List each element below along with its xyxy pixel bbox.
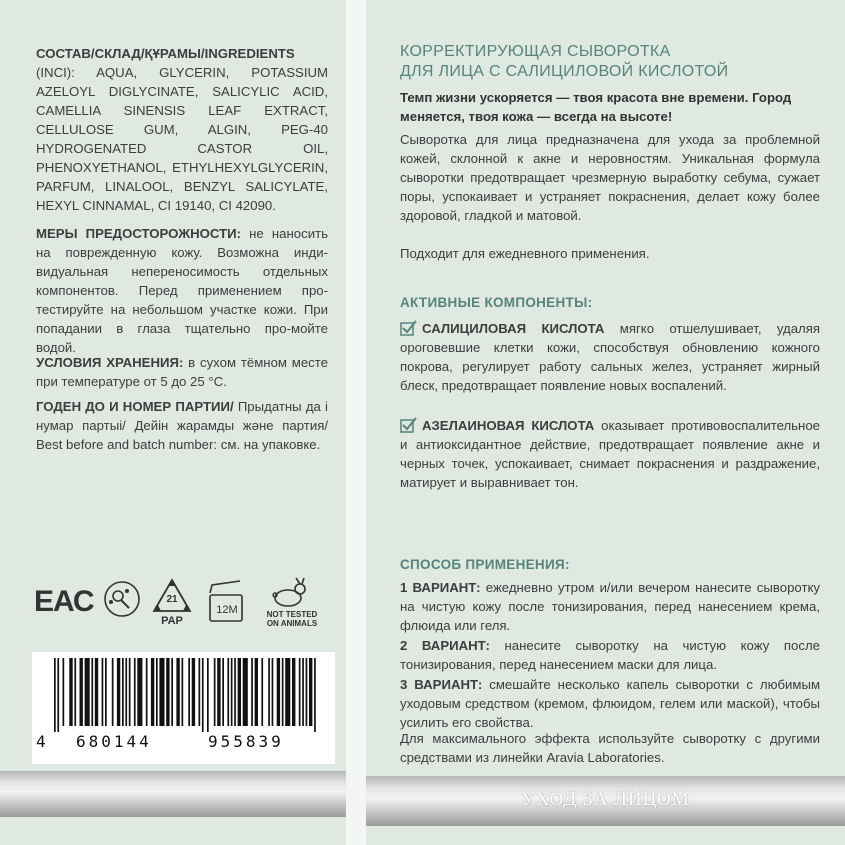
storage-block <box>36 353 328 391</box>
barcode-bar <box>166 658 169 726</box>
variant-3-text: смешайте несколько капель сыворотки с любимым уходовым средством (кремом, флюидом, гелем или маской), чтобы усилить его свойства. <box>400 677 821 730</box>
precautions-title: МЕРЫ ПРЕДОСТОРОЖНОСТИ: <box>36 226 242 241</box>
barcode-bar <box>202 658 204 732</box>
variant-2 <box>400 636 820 674</box>
barcode-bar <box>306 658 308 726</box>
barcode-bar <box>255 658 258 726</box>
barcode-bar <box>227 658 229 726</box>
barcode-bar <box>234 658 236 726</box>
panel-gap <box>346 0 366 845</box>
barcode-bar <box>95 658 98 726</box>
barcode-bar <box>261 658 263 726</box>
barcode-bar <box>63 658 65 726</box>
barcode-bar <box>302 658 304 726</box>
barcode-bar <box>199 658 201 726</box>
variant-2-name: 2 ВАРИАНТ: <box>400 638 490 653</box>
barcode-bar <box>251 658 253 726</box>
checkbox-icon <box>400 320 417 336</box>
barcode-bar <box>159 658 164 726</box>
description: Сыворотка для лица предназначена для ухода за проблемной кожей, склонной к акне и неровностям. Уникальная формула сыворотки предотвращает чрезмерную выработку себума, сужает поры, успокаивает и устраняет покраснения, делает кожу более здоровой, гладкой и матовой. <box>400 132 820 223</box>
barcode-bar <box>105 658 107 726</box>
variant-1-name: 1 ВАРИАНТ: <box>400 580 481 595</box>
barcode-bar <box>282 658 284 726</box>
storage-title: УСЛОВИЯ ХРАНЕНИЯ: <box>36 355 184 370</box>
batch-title: ГОДЕН ДО И НОМЕР ПАРТИИ/ <box>36 399 234 414</box>
active-1 <box>400 319 820 395</box>
barcode-bar <box>117 658 120 726</box>
barcode-bar <box>188 658 190 726</box>
barcode-bar <box>69 658 72 726</box>
slogan: Темп жизни ускоряется — твоя красота вне времени. Город меняется, твоя кожа — всегда на высоте! <box>400 90 792 124</box>
barcode-bar <box>182 658 184 726</box>
storage-text: в сухом тёмном месте при температуре от 5 до 25 °C. <box>36 355 328 389</box>
variant-3-name: 3 ВАРИАНТ: <box>400 677 483 692</box>
ingredients-text: (INCI): AQUA, GLYCERIN, POTASSIUM AZELOYL DIGLYCINATE, SALICYLIC ACID, CAMELLIA SINENSIS LEAF EXTRACT, CELLULOSE GUM, ALGIN, PEG-40 HYDROGENATED CASTOR OIL, PHENOXYETHANOL, ETHYLHEXYLGLYCERIN, PARFUM, LINALOOL, BENZYL SALICYLATE, HEXYL CINNAMAL, CI 19140, CI 42090. <box>36 65 328 213</box>
barcode-bar <box>277 658 280 726</box>
rabbit-icon <box>266 577 312 609</box>
barcode-bar <box>91 658 93 726</box>
barcode-bar <box>122 658 124 726</box>
barcode-bar <box>207 658 209 732</box>
barcode-bar <box>292 658 295 726</box>
barcode-bar <box>146 658 148 726</box>
band-label: УХОД ЗА ЛИЦОМ <box>521 789 690 810</box>
product-title-line1: КОРРЕКТИРУЮЩАЯ СЫВОРОТКА <box>400 43 671 60</box>
variant-1-text: ежедневно утром и/или вечером нанесите сыворотку на чистую кожу после тонизирования, перед нанесением крема, флюида или геля. <box>400 580 820 633</box>
barcode-bar <box>54 658 56 732</box>
right-foot-strip <box>366 826 845 845</box>
recycle-label: PAP <box>161 615 183 627</box>
barcode-bar <box>217 658 220 726</box>
active-1-text: мягко отшелушивает, удаляя ороговевшие клетки кожи, способствуя обновлению кожного покрова, регулирует работу сальных желез, устраняет жирный блеск, предотвращает появление новых воспалений. <box>400 321 821 393</box>
barcode-bar <box>272 658 274 726</box>
final-note: Для максимального эффекта используйте сыворотку с другими средствами из линейки Aravia Laboratories. <box>400 731 820 765</box>
left-foot-strip <box>0 817 346 845</box>
checkbox-icon <box>400 417 417 433</box>
active-2-name: АЗЕЛАИНОВАЯ КИСЛОТА <box>422 418 595 433</box>
barcode-bar <box>243 658 248 726</box>
barcode-bar <box>285 658 290 726</box>
ingredients-block <box>36 44 328 215</box>
barcode-bar <box>57 658 59 732</box>
batch-text: Прыдатны да і нумар партыі/ Дейін жарамды және партия/ Best before and batch number: см. на упаковке. <box>36 399 328 452</box>
left-panel <box>0 0 346 845</box>
barcode-bar <box>176 658 179 726</box>
barcode-bar <box>156 658 158 726</box>
barcode-bar <box>192 658 195 726</box>
barcode-bars <box>32 652 335 732</box>
barcode-digits-2: 680144 <box>76 732 152 751</box>
barcode-bar <box>151 658 154 726</box>
barcode-bar <box>309 658 312 726</box>
variant-3 <box>400 675 820 732</box>
variant-1 <box>400 578 820 635</box>
usage-title: СПОСОБ ПРИМЕНЕНИЯ: <box>400 557 570 572</box>
barcode <box>32 652 335 764</box>
active-2 <box>400 416 820 492</box>
mirror-icon <box>102 579 142 619</box>
barcode-bar <box>129 658 131 726</box>
right-silver-band <box>366 776 845 826</box>
barcode-bar <box>171 658 173 726</box>
barcode-bar <box>238 658 241 726</box>
barcode-bar <box>268 658 270 726</box>
precautions-block <box>36 224 328 357</box>
batch-block <box>36 397 328 454</box>
barcode-digits-3: 955839 <box>208 732 284 751</box>
product-title-line2: ДЛЯ ЛИЦА С САЛИЦИЛОВОЙ КИСЛОТОЙ <box>400 63 729 80</box>
active-components-title: АКТИВНЫЕ КОМПОНЕНТЫ: <box>400 295 593 310</box>
active-1-name: САЛИЦИЛОВАЯ КИСЛОТА <box>422 321 605 336</box>
pao-jar-icon <box>204 579 248 627</box>
barcode-bar <box>102 658 104 726</box>
certification-icons <box>28 577 328 637</box>
barcode-bar <box>112 658 114 726</box>
barcode-bar <box>74 658 76 726</box>
barcode-bar <box>299 658 301 726</box>
barcode-bar <box>214 658 216 726</box>
barcode-bar <box>222 658 224 726</box>
not-tested-label: NOT TESTED ON ANIMALS <box>266 610 318 628</box>
right-panel <box>366 0 845 845</box>
ingredients-title: СОСТАВ/СКЛАД/ҚҰРАМЫ/INGREDIENTS <box>36 46 295 61</box>
barcode-bar <box>137 658 142 726</box>
left-silver-band <box>0 771 346 817</box>
barcode-bar <box>85 658 90 726</box>
daily-use: Подходит для ежедневного применения. <box>400 246 650 261</box>
barcode-bar <box>314 658 316 732</box>
precautions-text: не наносить на поврежденную кожу. Возможна инди-видуальная непереносимость отдельных компонентов. Перед применением про-тестируйте на небольшом участке кожи. При попадании в глаза тщательно про-мойте водой. <box>36 226 328 355</box>
barcode-digits-1: 4 <box>36 732 46 751</box>
barcode-bar <box>125 658 127 726</box>
active-2-text: оказывает противовоспалительное и антиоксидантное действие, предотвращает появление акне и черных точек, успокаивает, снимает покраснения и раздражение, матирует и выравнивает тон. <box>400 418 820 490</box>
pao-label: 12M <box>216 604 238 616</box>
recycle-number: 21 <box>166 594 178 605</box>
variant-2-text: нанесите сыворотку на чистую кожу после тонизирования, перед нанесением маски для лица. <box>400 638 821 672</box>
eac-icon: ЕАС <box>34 585 94 618</box>
barcode-bar <box>231 658 233 726</box>
barcode-bar <box>134 658 136 726</box>
barcode-bar <box>80 658 83 726</box>
